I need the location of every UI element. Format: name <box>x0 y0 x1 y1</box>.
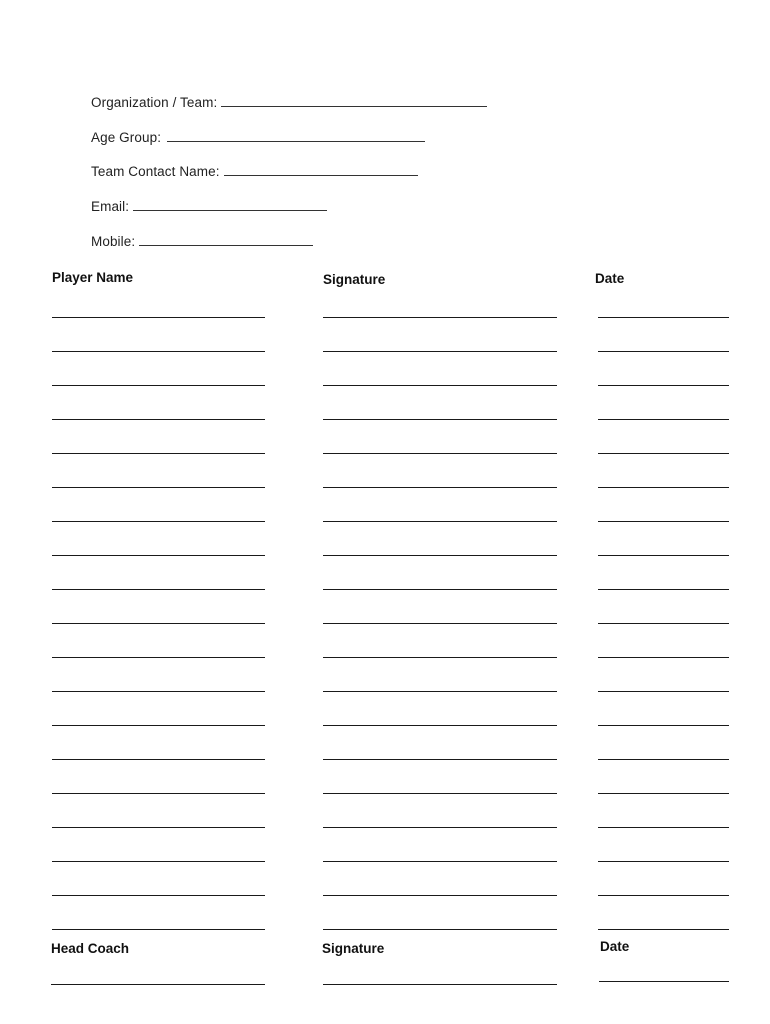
signature-line[interactable] <box>323 725 557 726</box>
player-name-line[interactable] <box>52 691 265 692</box>
player-name-line[interactable] <box>52 657 265 658</box>
signature-heading: Signature <box>323 272 386 287</box>
head-coach-line[interactable] <box>51 984 265 985</box>
signature-line[interactable] <box>323 487 557 488</box>
date-line[interactable] <box>598 453 729 454</box>
signature-line[interactable] <box>323 861 557 862</box>
team-contact-name-field[interactable] <box>91 164 418 179</box>
age-group-label: Age Group: <box>91 130 162 145</box>
player-name-line[interactable] <box>52 623 265 624</box>
date-line[interactable] <box>598 691 729 692</box>
date-line[interactable] <box>598 725 729 726</box>
signature-line[interactable] <box>323 793 557 794</box>
organization-team-field[interactable] <box>91 95 487 110</box>
email-field[interactable] <box>91 199 327 214</box>
date-line[interactable] <box>598 827 729 828</box>
signature-line[interactable] <box>323 623 557 624</box>
player-name-heading: Player Name <box>52 270 134 285</box>
signature-line[interactable] <box>323 895 557 896</box>
player-name-line[interactable] <box>52 589 265 590</box>
player-name-line[interactable] <box>52 317 265 318</box>
date-line[interactable] <box>598 861 729 862</box>
signature-line[interactable] <box>323 827 557 828</box>
coach-date-line[interactable] <box>599 981 729 982</box>
player-name-line[interactable] <box>52 385 265 386</box>
date-line[interactable] <box>598 487 729 488</box>
date-line[interactable] <box>598 929 729 930</box>
date-line[interactable] <box>598 759 729 760</box>
mobile-field[interactable] <box>91 234 313 249</box>
date-line[interactable] <box>598 351 729 352</box>
signature-line[interactable] <box>323 521 557 522</box>
age-group-field[interactable] <box>91 130 425 145</box>
signature-line[interactable] <box>323 419 557 420</box>
date-line[interactable] <box>598 623 729 624</box>
signature-line[interactable] <box>323 385 557 386</box>
date-line[interactable] <box>598 521 729 522</box>
age-group-blank[interactable] <box>167 140 425 142</box>
signature-line[interactable] <box>323 759 557 760</box>
player-name-line[interactable] <box>52 555 265 556</box>
player-name-line[interactable] <box>52 725 265 726</box>
player-name-line[interactable] <box>52 453 265 454</box>
player-name-line[interactable] <box>52 419 265 420</box>
player-name-line[interactable] <box>52 827 265 828</box>
date-line[interactable] <box>598 793 729 794</box>
signature-line[interactable] <box>323 453 557 454</box>
coach-signature-heading: Signature <box>322 941 385 956</box>
signature-line[interactable] <box>323 317 557 318</box>
organization-team-label: Organization / Team: <box>91 95 218 110</box>
organization-team-blank[interactable] <box>221 105 487 107</box>
player-name-line[interactable] <box>52 895 265 896</box>
date-line[interactable] <box>598 657 729 658</box>
head-coach-heading: Head Coach <box>51 941 130 956</box>
signature-line[interactable] <box>323 929 557 930</box>
date-line[interactable] <box>598 589 729 590</box>
player-name-line[interactable] <box>52 351 265 352</box>
player-name-line[interactable] <box>52 759 265 760</box>
team-contact-name-label: Team Contact Name: <box>91 164 220 179</box>
signature-line[interactable] <box>323 691 557 692</box>
date-line[interactable] <box>598 895 729 896</box>
date-line[interactable] <box>598 317 729 318</box>
signature-line[interactable] <box>323 555 557 556</box>
coach-signature-line[interactable] <box>323 984 557 985</box>
email-label: Email: <box>91 199 130 214</box>
team-contact-name-blank[interactable] <box>224 174 418 176</box>
mobile-label: Mobile: <box>91 234 136 249</box>
email-blank[interactable] <box>133 209 327 211</box>
player-name-line[interactable] <box>52 929 265 930</box>
date-line[interactable] <box>598 419 729 420</box>
signature-line[interactable] <box>323 351 557 352</box>
player-name-line[interactable] <box>52 861 265 862</box>
date-heading: Date <box>595 271 625 286</box>
signature-line[interactable] <box>323 657 557 658</box>
player-name-line[interactable] <box>52 521 265 522</box>
signature-line[interactable] <box>323 589 557 590</box>
coach-date-heading: Date <box>600 939 630 954</box>
player-name-line[interactable] <box>52 793 265 794</box>
mobile-blank[interactable] <box>139 244 313 246</box>
player-name-line[interactable] <box>52 487 265 488</box>
date-line[interactable] <box>598 555 729 556</box>
date-line[interactable] <box>598 385 729 386</box>
